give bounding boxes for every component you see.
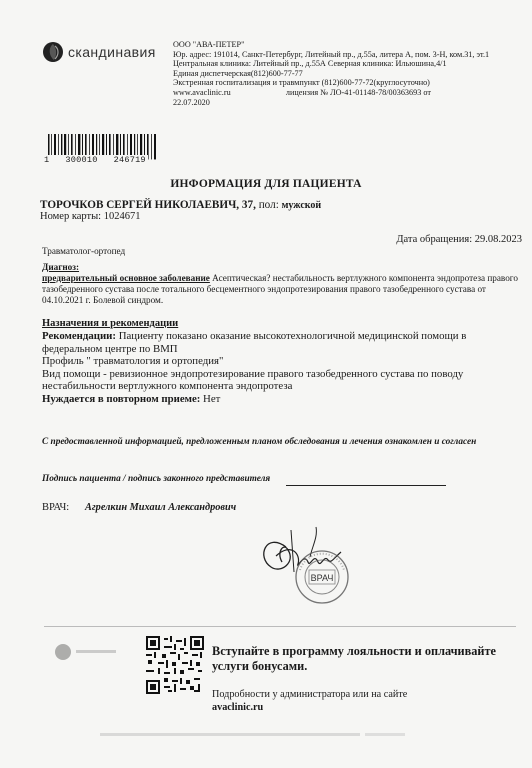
org-name: ООО "АВА-ПЕТЕР" bbox=[173, 40, 245, 49]
round-stamp bbox=[292, 548, 352, 606]
rec-text: Пациенту показано оказание высокотехнологичной медицинской помощи в федеральном центре по ВМП bbox=[42, 330, 467, 355]
brand-name: скандинавия bbox=[68, 44, 156, 60]
clinic-info bbox=[173, 40, 529, 107]
rec-main bbox=[42, 330, 512, 355]
scandinavia-logo-icon bbox=[42, 41, 64, 63]
barcode-number: 1 300010 246719 bbox=[44, 155, 146, 165]
specialty: Травматолог-ортопед bbox=[42, 246, 126, 256]
diagnosis-label: предварительный основное заболевание bbox=[42, 273, 210, 283]
qr-code bbox=[146, 636, 204, 694]
footer-details bbox=[212, 688, 512, 714]
card-number: Номер карты: 1024671 bbox=[40, 211, 141, 222]
details-text: Подробности у администратора или на сайте bbox=[212, 689, 408, 700]
footer-divider bbox=[44, 626, 516, 627]
diagnosis-text: Асептическая? нестабильность вертлужного компонента эндопротеза правого тазобедренного сустава после тотального бесцементного эндопротезирования правого тазобедренного сустава от 04.10.2021 г. Болевой синдром. bbox=[42, 273, 518, 306]
dispatch-phone: Единая диспетчерская(812)600-77-77 bbox=[173, 68, 303, 78]
recommendations-heading: Назначения и рекомендации bbox=[42, 318, 179, 329]
clinic-addresses: Центральная клиника: Литейный пр., д.55А Северная клиника: Ильюшина,4/1 bbox=[173, 59, 447, 69]
consent-text: С предоставленной информацией, предложенным планом обследования и лечения ознакомлен и согласен bbox=[42, 437, 477, 447]
site-license: www.avaclinic.ru лицензия № ЛО-41-01148-78/00363693 от bbox=[173, 87, 431, 97]
license-date: 22.07.2020 bbox=[173, 97, 210, 107]
diagnosis bbox=[42, 273, 522, 307]
emergency-phone: Экстренная госпитализация и травмпункт (812)600-77-72(круглосуточно) bbox=[173, 78, 430, 88]
doctor-name: Агрелкин Михаил Александрович bbox=[85, 502, 237, 513]
visit-date: Дата обращения: 29.08.2023 bbox=[396, 234, 522, 245]
rec-label: Рекомендации: bbox=[42, 330, 117, 342]
sex-value: мужской bbox=[281, 200, 322, 211]
patient-line bbox=[40, 199, 321, 211]
patient-name: ТОРОЧКОВ СЕРГЕЙ НИКОЛАЕВИЧ, 37, bbox=[40, 199, 256, 211]
recommendations bbox=[42, 330, 512, 406]
faint-footer-print bbox=[40, 729, 490, 741]
signature-line bbox=[286, 485, 446, 486]
repeat-visit bbox=[42, 393, 512, 406]
repeat-label: Нуждается в повторном приеме: bbox=[42, 392, 201, 405]
repeat-value: Нет bbox=[200, 392, 221, 405]
rec-profile: Профиль " травматология и ортопедия" bbox=[42, 355, 224, 368]
signature-label: Подпись пациента / подпись законного представителя bbox=[42, 474, 271, 484]
rec-type: Вид помощи - ревизионное эндопротезирование правого тазобедренного сустава по поводу нестабильности вертлужного компонента эндопротеза bbox=[42, 367, 464, 393]
document-title: ИНФОРМАЦИЯ ДЛЯ ПАЦИЕНТА bbox=[170, 178, 362, 190]
scandinavia-logo-icon bbox=[52, 641, 122, 663]
footer-website: avaclinic.ru bbox=[212, 702, 264, 713]
sex-label: пол: bbox=[258, 199, 279, 211]
doctor-label: ВРАЧ: bbox=[42, 502, 70, 513]
stamp-text: ВРАЧ bbox=[310, 573, 334, 583]
diagnosis-heading: Диагноз: bbox=[42, 262, 80, 272]
loyalty-promo: Вступайте в программу лояльности и оплачивайте услуги бонусами. bbox=[212, 644, 497, 673]
legal-address: Юр. адрес: 191014, Санкт-Петербург, Литейный пр., д.55а, литера А, пом. 3-Н, ком.31, эт.1 bbox=[173, 49, 490, 59]
